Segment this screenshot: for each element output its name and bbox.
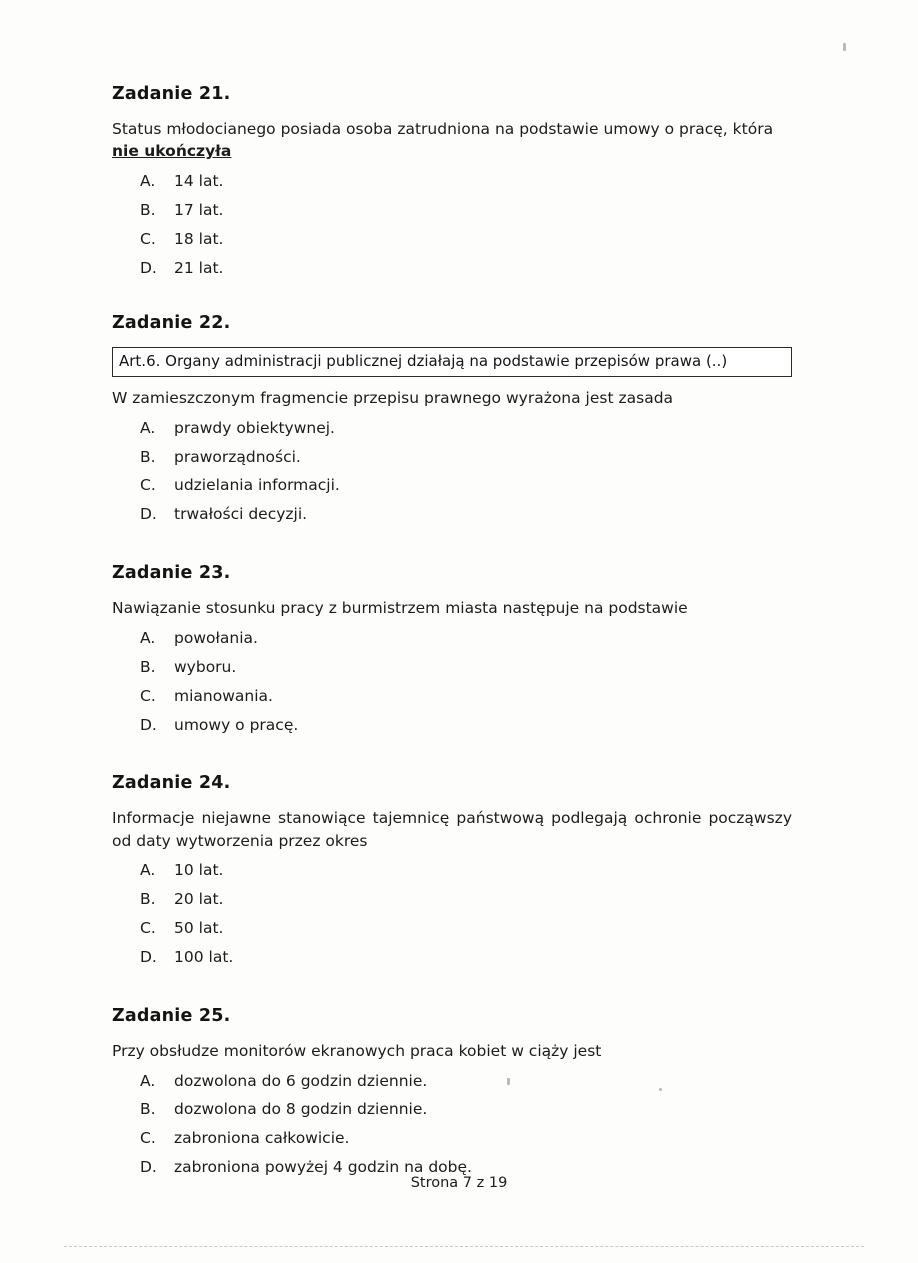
option-letter: A. — [140, 628, 156, 647]
task-22-option-d[interactable] — [112, 504, 792, 525]
task-21-option-d[interactable] — [112, 258, 792, 279]
task-24-option-b[interactable] — [112, 889, 792, 910]
task-22-options — [112, 418, 792, 526]
option-text: 100 lat. — [174, 948, 234, 967]
option-text: 50 lat. — [174, 919, 224, 938]
option-letter: A. — [140, 1071, 156, 1090]
option-letter: D. — [140, 948, 157, 967]
option-letter: C. — [140, 919, 156, 938]
task-21-option-c[interactable] — [112, 229, 792, 250]
task-21-options — [112, 171, 792, 279]
task-22-stem: W zamieszczonym fragmencie przepisu prawnego wyrażona jest zasada — [112, 389, 674, 408]
task-23-option-d[interactable] — [112, 715, 792, 736]
option-letter: B. — [140, 1100, 156, 1119]
scan-speck — [843, 43, 846, 51]
option-text: umowy o pracę. — [174, 715, 299, 734]
option-letter: D. — [140, 715, 157, 734]
option-text: zabroniona powyżej 4 godzin na dobę. — [174, 1158, 472, 1177]
task-24 — [112, 773, 792, 968]
task-21-stem — [112, 118, 792, 163]
option-text: trwałości decyzji. — [174, 505, 308, 524]
spacer — [112, 976, 792, 1006]
option-text: praworządności. — [174, 447, 301, 466]
task-25-options — [112, 1071, 792, 1179]
task-22-quote-box: Art.6. Organy administracji publicznej działają na podstawie przepisów prawa (..) — [112, 347, 792, 378]
option-text: zabroniona całkowicie. — [174, 1129, 350, 1148]
task-22-option-b[interactable] — [112, 447, 792, 468]
option-text: powołania. — [174, 628, 258, 647]
option-letter: C. — [140, 476, 156, 495]
option-text: 10 lat. — [174, 861, 224, 880]
task-23-option-c[interactable] — [112, 686, 792, 707]
option-letter: B. — [140, 890, 156, 909]
option-letter: A. — [140, 861, 156, 880]
task-21-stem-text: Status młodocianego posiada osoba zatrudniona na podstawie umowy o pracę, która — [112, 120, 774, 138]
task-25-option-a[interactable] — [112, 1071, 792, 1092]
task-22 — [112, 313, 792, 526]
option-letter: A. — [140, 418, 156, 437]
spacer — [112, 533, 792, 563]
page-edge-line — [64, 1246, 864, 1247]
spacer — [112, 743, 792, 773]
task-25 — [112, 1006, 792, 1178]
option-text: 20 lat. — [174, 890, 224, 909]
option-letter: C. — [140, 1129, 156, 1148]
task-22-option-c[interactable] — [112, 475, 792, 496]
option-text: 14 lat. — [174, 171, 224, 190]
option-letter: D. — [140, 258, 157, 277]
task-21 — [112, 84, 792, 279]
task-21-stem-emphasis: nie ukończyła — [112, 142, 232, 161]
task-23-stem: Nawiązanie stosunku pracy z burmistrzem miasta następuje na podstawie — [112, 599, 688, 618]
option-letter: B. — [140, 657, 156, 676]
task-23-title: Zadanie 23. — [112, 563, 231, 584]
task-23-option-b[interactable] — [112, 657, 792, 678]
page-footer: Strona 7 z 19 — [410, 1175, 508, 1191]
task-25-option-b[interactable] — [112, 1099, 792, 1120]
task-24-options — [112, 860, 792, 968]
option-text: udzielania informacji. — [174, 476, 340, 495]
option-letter: A. — [140, 171, 156, 190]
task-23-options — [112, 628, 792, 736]
option-letter: C. — [140, 686, 156, 705]
option-letter: D. — [140, 505, 157, 524]
option-text: dozwolona do 8 godzin dziennie. — [174, 1100, 428, 1119]
task-24-title: Zadanie 24. — [112, 773, 231, 794]
option-text: 18 lat. — [174, 229, 224, 248]
task-23-option-a[interactable] — [112, 628, 792, 649]
option-letter: D. — [140, 1158, 157, 1177]
task-22-option-a[interactable] — [112, 418, 792, 439]
task-25-stem: Przy obsłudze monitorów ekranowych praca kobiet w ciąży jest — [112, 1042, 602, 1061]
option-letter: C. — [140, 229, 156, 248]
task-21-title: Zadanie 21. — [112, 84, 231, 104]
option-letter: B. — [140, 200, 156, 219]
option-text: 17 lat. — [174, 200, 224, 219]
task-21-option-a[interactable] — [112, 171, 792, 192]
task-24-option-c[interactable] — [112, 918, 792, 939]
task-22-title: Zadanie 22. — [112, 312, 231, 333]
task-24-option-a[interactable] — [112, 860, 792, 881]
exam-content — [112, 84, 792, 1186]
option-text: mianowania. — [174, 686, 273, 705]
task-23 — [112, 563, 792, 735]
spacer — [112, 287, 792, 313]
option-text: 21 lat. — [174, 258, 224, 277]
task-24-stem: Informacje niejawne stanowiące tajemnicę państwową podlegają ochronie począwszy od daty wytworzenia przez okres — [112, 809, 792, 850]
task-21-option-b[interactable] — [112, 200, 792, 221]
option-text: wyboru. — [174, 657, 237, 676]
task-24-option-d[interactable] — [112, 947, 792, 968]
task-25-option-c[interactable] — [112, 1128, 792, 1149]
option-text: prawdy obiektywnej. — [174, 418, 335, 437]
option-letter: B. — [140, 447, 156, 466]
task-25-title: Zadanie 25. — [112, 1006, 231, 1027]
option-text: dozwolona do 6 godzin dziennie. — [174, 1071, 428, 1090]
